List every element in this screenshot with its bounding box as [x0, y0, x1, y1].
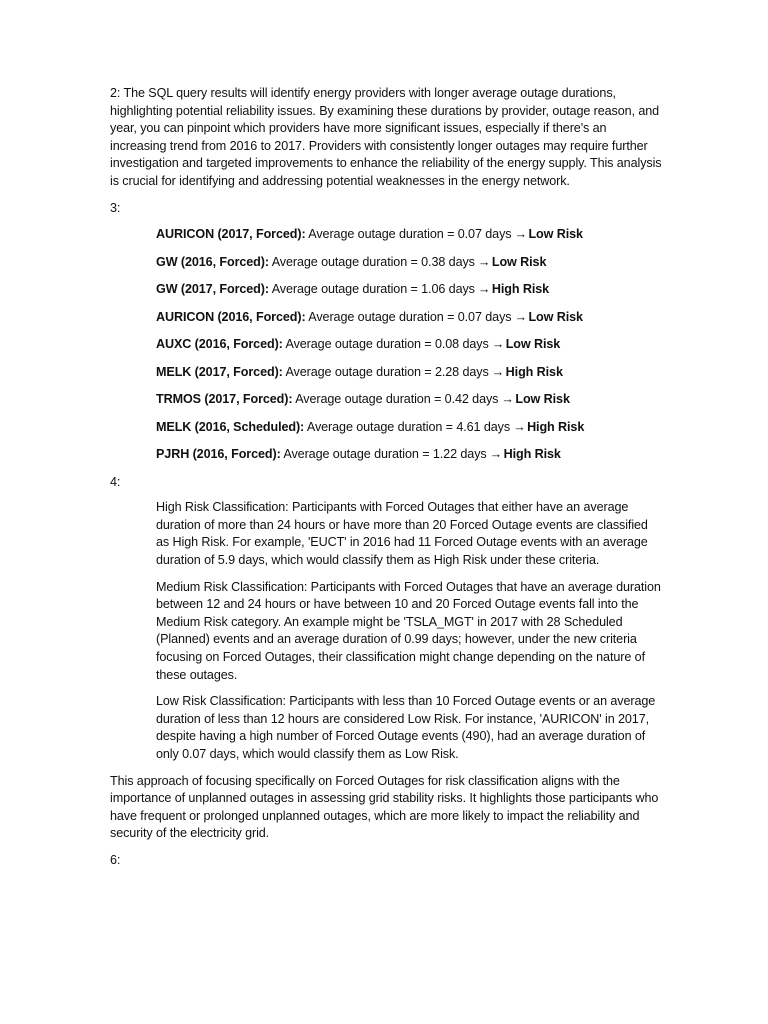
arrow-right-icon: →	[477, 254, 491, 269]
duration-value: 0.42 days	[444, 392, 499, 407]
risk-result-item	[156, 419, 662, 447]
closing-paragraph: This approach of focusing specifically on Forced Outages for risk classification aligns with the importance of unplanned outages in assessing grid stability risks. It highlights those participants who have frequent or prolonged unplanned outages, which are more likely to impact the reliability and security of the electricity grid.	[110, 773, 659, 841]
duration-label: Average outage duration =	[283, 447, 433, 462]
arrow-right-icon: →	[491, 337, 505, 352]
risk-result-key: AUXC (2016, Forced):	[156, 337, 283, 352]
arrow-right-icon: →	[514, 227, 527, 242]
section-6-label: 6:	[110, 852, 121, 867]
document-page	[110, 85, 662, 878]
section-3-label: 3:	[110, 200, 121, 215]
risk-result-item	[156, 309, 662, 337]
risk-result-key: TRMOS (2017, Forced):	[156, 392, 293, 407]
arrow-right-icon: →	[491, 364, 505, 379]
risk-result-item	[156, 226, 662, 254]
arrow-right-icon: →	[501, 392, 514, 407]
arrow-right-icon: →	[477, 282, 491, 297]
duration-label: Average outage duration =	[285, 364, 435, 379]
risk-result-key: AURICON (2017, Forced):	[156, 227, 306, 242]
risk-result-key: GW (2016, Forced):	[156, 254, 269, 269]
medium-risk-paragraph: Medium Risk Classification: Participants with Forced Outages that have an average duration between 12 and 24 hours or have between 10 and 20 Forced Outage events fall into the Medium Risk category. An example might be 'TSLA_MGT' in 2017 with 28 Scheduled (Planned) events and an average duration of 0.99 days; however, under the new criteria focusing on Forced Outages, their classification might change depending on the nature of these outages.	[156, 579, 661, 682]
risk-level: High Risk	[527, 419, 585, 434]
arrow-right-icon: →	[514, 309, 527, 324]
risk-level: Low Risk	[515, 392, 570, 407]
duration-label: Average outage duration =	[285, 337, 435, 352]
risk-result-item	[156, 364, 662, 392]
duration-value: 0.38 days	[421, 254, 475, 269]
risk-level: High Risk	[503, 447, 561, 462]
arrow-right-icon: →	[489, 447, 503, 462]
risk-result-key: MELK (2017, Forced):	[156, 364, 283, 379]
duration-value: 1.06 days	[421, 282, 475, 297]
duration-label: Average outage duration =	[271, 282, 422, 297]
risk-results-list	[156, 226, 662, 474]
duration-label: Average outage duration =	[295, 392, 445, 407]
risk-criteria-block	[156, 499, 662, 763]
risk-level: Low Risk	[505, 337, 561, 352]
high-risk-paragraph: High Risk Classification: Participants with Forced Outages that either have an average duration of more than 24 hours or have more than 20 Forced Outage events are classified as High Risk. For example, 'EUCT' in 2016 had 11 Forced Outage events with an average duration of 5.9 days, which would classify them as High Risk under these criteria.	[156, 500, 648, 568]
risk-result-key: MELK (2016, Scheduled):	[156, 419, 305, 434]
duration-value: 4.61 days	[456, 419, 511, 434]
risk-level: Low Risk	[491, 254, 547, 269]
risk-result-item	[156, 336, 662, 364]
duration-label: Average outage duration =	[308, 227, 458, 242]
duration-label: Average outage duration =	[306, 419, 457, 434]
arrow-right-icon: →	[513, 419, 526, 434]
risk-result-item	[156, 281, 662, 309]
section-2-paragraph: 2: The SQL query results will identify energy providers with longer average outage durations, highlighting potential reliability issues. By examining these durations by provider, outage reason, and year, you can pinpoint which providers have more significant issues, especially if there's an increasing trend from 2016 to 2017. Providers with consistently longer outages may require further investigation and targeted improvements to enhance the reliability of the energy supply. This analysis is crucial for identifying and addressing potential weaknesses in the energy network.	[110, 86, 662, 188]
risk-level: High Risk	[505, 364, 563, 379]
low-risk-paragraph: Low Risk Classification: Participants with less than 10 Forced Outage events or an average duration of less than 12 hours are considered Low Risk. For instance, 'AURICON' in 2017, despite having a high number of Forced Outage events (490), had an average duration of only 0.07 days, which would classify them as Low Risk.	[156, 694, 656, 761]
risk-result-key: GW (2017, Forced):	[156, 282, 269, 297]
duration-value: 1.22 days	[432, 447, 487, 462]
duration-value: 0.07 days	[457, 227, 512, 242]
risk-result-item	[156, 446, 662, 474]
section-4-label: 4:	[110, 474, 121, 489]
risk-result-item	[156, 391, 662, 419]
duration-label: Average outage duration =	[308, 309, 458, 324]
duration-value: 0.08 days	[434, 337, 489, 352]
risk-result-item	[156, 254, 662, 282]
risk-result-key: PJRH (2016, Forced):	[156, 447, 281, 462]
duration-label: Average outage duration =	[271, 254, 422, 269]
risk-result-key: AURICON (2016, Forced):	[156, 309, 306, 324]
risk-level: Low Risk	[528, 227, 583, 242]
duration-value: 2.28 days	[434, 364, 489, 379]
duration-value: 0.07 days	[457, 309, 512, 324]
risk-level: Low Risk	[528, 309, 583, 324]
risk-level: High Risk	[491, 282, 550, 297]
